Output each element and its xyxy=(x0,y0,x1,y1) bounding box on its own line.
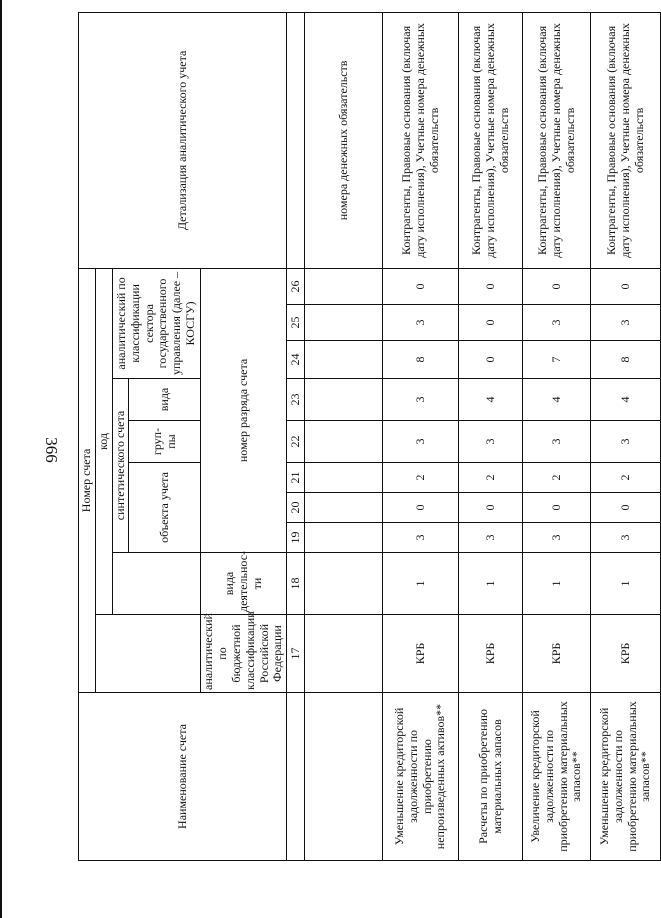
table-row xyxy=(523,12,591,860)
row-budget: КРБ xyxy=(383,615,459,693)
col-num-21: 21 xyxy=(287,463,305,493)
col-num-18: 18 xyxy=(287,553,305,615)
header-account-name: Наименование счета xyxy=(79,693,287,861)
col-num-analytics-empty xyxy=(287,12,305,268)
row-analytics: Контрагенты, Правовые основания (включая дату исполнения), Учетные номера денежных обязательств xyxy=(523,12,591,268)
header-object: объекта учета xyxy=(129,463,201,553)
row-analytics: Контрагенты, Правовые основания (включая дату исполнения), Учетные номера денежных обязательств xyxy=(383,12,459,268)
header-analytic-budget: аналитический по бюджетной классификации Российской Федерации xyxy=(201,615,287,693)
row-d20: 0 xyxy=(383,493,459,523)
row-budget: КРБ xyxy=(591,615,661,693)
header-code: код xyxy=(95,268,112,614)
header-analytics: Детализация аналитического учета xyxy=(79,12,287,268)
row-activity: 1 xyxy=(459,553,523,615)
row-d21: 2 xyxy=(523,463,591,493)
rotated-table-wrapper xyxy=(78,13,653,861)
row-d19: 3 xyxy=(459,523,523,553)
page-number: 366 xyxy=(41,437,61,463)
row-k26: 0 xyxy=(523,268,591,304)
row-analytics: Контрагенты, Правовые основания (включая дату исполнения), Учетные номера денежных обязательств xyxy=(459,12,523,268)
table-row xyxy=(459,12,523,860)
col-num-19: 19 xyxy=(287,523,305,553)
row-analytics: номера денежных обязательств xyxy=(305,12,383,268)
row-k26: 0 xyxy=(591,268,661,304)
header-account-number: Номер счета xyxy=(79,268,96,692)
row-d19: 3 xyxy=(523,523,591,553)
col-num-17: 17 xyxy=(287,615,305,693)
row-activity: 1 xyxy=(591,553,661,615)
row-activity: 1 xyxy=(383,553,459,615)
row-d20: 0 xyxy=(459,493,523,523)
row-k24: 8 xyxy=(591,341,661,379)
header-kind: вида xyxy=(129,379,201,421)
row-k26: 0 xyxy=(383,268,459,304)
col-num-24: 24 xyxy=(287,341,305,379)
row-account-name: Увеличение кредиторской задолженности по приобретению материальных запасов** xyxy=(523,693,591,861)
row-budget: КРБ xyxy=(523,615,591,693)
row-d21: 2 xyxy=(383,463,459,493)
row-k25: 3 xyxy=(383,305,459,341)
row-d20: 0 xyxy=(591,493,661,523)
table-row xyxy=(305,12,383,860)
row-k24: 8 xyxy=(383,341,459,379)
col-num-26: 26 xyxy=(287,268,305,304)
header-digit-number: номер разряда счета xyxy=(201,268,287,552)
row-d19: 3 xyxy=(383,523,459,553)
col-num-empty xyxy=(287,693,305,861)
row-d19: 3 xyxy=(591,523,661,553)
col-num-25: 25 xyxy=(287,305,305,341)
col-num-22: 22 xyxy=(287,421,305,463)
row-d21: 2 xyxy=(459,463,523,493)
row-budget: КРБ xyxy=(459,615,523,693)
row-k24: 7 xyxy=(523,341,591,379)
row-kind: 4 xyxy=(459,379,523,421)
row-kind: 4 xyxy=(591,379,661,421)
col-num-20: 20 xyxy=(287,493,305,523)
col-num-23: 23 xyxy=(287,379,305,421)
header-budget-spacer xyxy=(95,615,201,693)
row-account-name: Уменьшение кредиторской задолженности по приобретению непроизведенных активов** xyxy=(383,693,459,861)
header-group: груп-пы xyxy=(129,421,201,463)
header-activity-type: вида деятельнос-ти xyxy=(201,553,287,615)
row-account-name: Расчеты по приобретению материальных запасов xyxy=(459,693,523,861)
row-k25: 0 xyxy=(459,305,523,341)
row-k25: 3 xyxy=(591,305,661,341)
row-d21: 2 xyxy=(591,463,661,493)
row-kind: 3 xyxy=(383,379,459,421)
row-account-name: Уменьшение кредиторской задолженности по приобретению материальных запасов** xyxy=(591,693,661,861)
row-group: 3 xyxy=(383,421,459,463)
row-k26: 0 xyxy=(459,268,523,304)
row-k25: 3 xyxy=(523,305,591,341)
header-activity-spacer xyxy=(112,553,201,615)
table-row xyxy=(591,12,661,860)
row-activity: 1 xyxy=(523,553,591,615)
table-row xyxy=(383,12,459,860)
row-group: 3 xyxy=(459,421,523,463)
accounts-table xyxy=(78,12,661,861)
row-group: 3 xyxy=(591,421,661,463)
row-analytics: Контрагенты, Правовые основания (включая дату исполнения), Учетные номера денежных обязательств xyxy=(591,12,661,268)
header-kosgu: аналитический по классификации сектора государственного управления (далее – КОСГУ) xyxy=(112,268,201,378)
header-synthetic: синтетического счета xyxy=(112,379,129,553)
row-d20: 0 xyxy=(523,493,591,523)
row-group: 3 xyxy=(523,421,591,463)
row-k24: 0 xyxy=(459,341,523,379)
row-kind: 4 xyxy=(523,379,591,421)
